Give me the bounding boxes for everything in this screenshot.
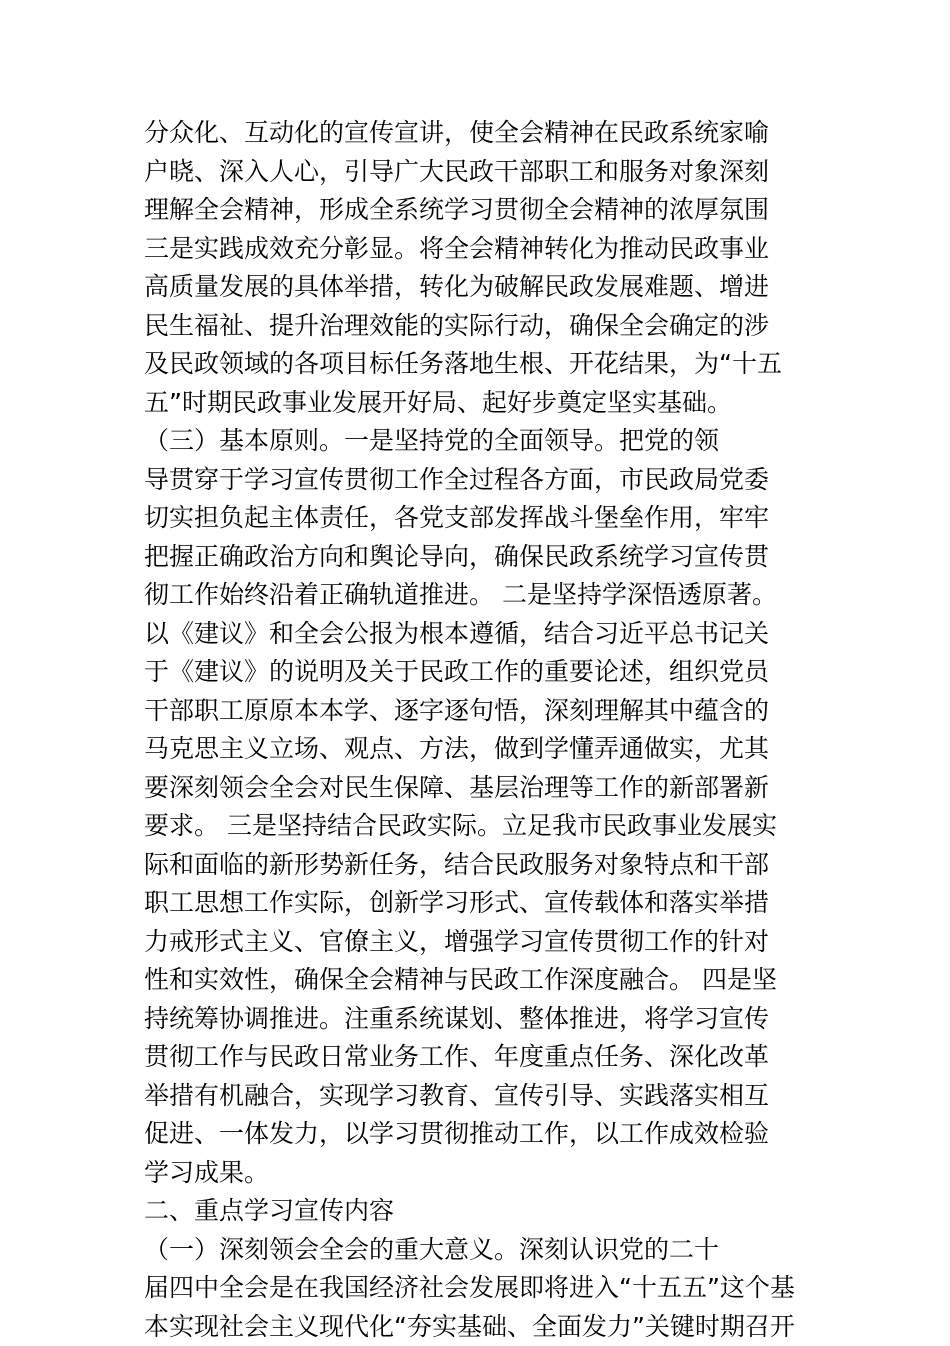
body-text — [144, 114, 814, 1346]
text-line: 力戒形式主义、官僚主义，增强学习宣传贯彻工作的针对 — [144, 923, 814, 962]
text-line: 三是实践成效充分彰显。将全会精神转化为推动民政事业 — [144, 230, 814, 269]
text-line: 马克思主义立场、观点、方法，做到学懂弄通做实，尤其 — [144, 730, 814, 769]
text-line: 届四中全会是在我国经济社会发展即将进入“十五五”这个基 — [144, 1269, 814, 1308]
text-line: 导贯穿于学习宣传贯彻工作全过程各方面，市民政局党委 — [144, 461, 814, 500]
text-line: 彻工作始终沿着正确轨道推进。 二是坚持学深悟透原著。 — [144, 576, 814, 615]
text-line: 要深刻领会全会对民生保障、基层治理等工作的新部署新 — [144, 769, 814, 808]
text-line: 高质量发展的具体举措，转化为破解民政发展难题、增进 — [144, 268, 814, 307]
text-line: 五”时期民政事业发展开好局、起好步奠定坚实基础。 — [144, 384, 814, 423]
text-line: 贯彻工作与民政日常业务工作、年度重点任务、深化改革 — [144, 1038, 814, 1077]
text-line: 际和面临的新形势新任务，结合民政服务对象特点和干部 — [144, 846, 814, 885]
text-line: 理解全会精神，形成全系统学习贯彻全会精神的浓厚氛围 — [144, 191, 814, 230]
text-line: 持统筹协调推进。注重系统谋划、整体推进，将学习宣传 — [144, 1000, 814, 1039]
text-line: 举措有机融合，实现学习教育、宣传引导、实践落实相互 — [144, 1077, 814, 1116]
text-line: 于《建议》的说明及关于民政工作的重要论述，组织党员 — [144, 653, 814, 692]
text-line: 促进、一体发力，以学习贯彻推动工作，以工作成效检验 — [144, 1115, 814, 1154]
text-line: 分众化、互动化的宣传宣讲，使全会精神在民政系统家喻 — [144, 114, 814, 153]
text-line: 及民政领域的各项目标任务落地生根、开花结果，为“十五 — [144, 345, 814, 384]
text-line: 切实担负起主体责任，各党支部发挥战斗堡垒作用，牢牢 — [144, 499, 814, 538]
text-line: 学习成果。 — [144, 1154, 814, 1193]
text-line: 干部职工原原本本学、逐字逐句悟，深刻理解其中蕴含的 — [144, 692, 814, 731]
text-line: 民生福祉、提升治理效能的实际行动，确保全会确定的涉 — [144, 307, 814, 346]
text-line: （三）基本原则。一是坚持党的全面领导。把党的领 — [144, 422, 814, 461]
text-line: 以《建议》和全会公报为根本遵循，结合习近平总书记关 — [144, 615, 814, 654]
text-line: 户晓、深入人心，引导广大民政干部职工和服务对象深刻 — [144, 153, 814, 192]
text-line: 本实现社会主义现代化“夯实基础、全面发力”关键时期召开 — [144, 1308, 814, 1346]
text-line: 职工思想工作实际，创新学习形式、宣传载体和落实举措 — [144, 884, 814, 923]
text-line: 把握正确政治方向和舆论导向，确保民政系统学习宣传贯 — [144, 538, 814, 577]
text-line: 要求。 三是坚持结合民政实际。立足我市民政事业发展实 — [144, 807, 814, 846]
text-line: 性和实效性，确保全会精神与民政工作深度融合。 四是坚 — [144, 961, 814, 1000]
text-line: （一）深刻领会全会的重大意义。深刻认识党的二十 — [144, 1231, 814, 1270]
section-heading: 二、重点学习宣传内容 — [144, 1192, 814, 1231]
